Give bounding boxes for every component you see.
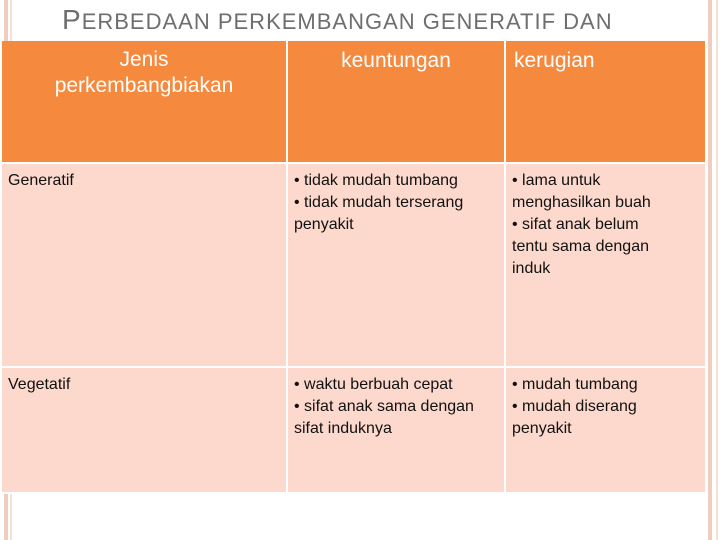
kerugian-cell (505, 163, 705, 367)
header-row (1, 41, 705, 163)
header-jenis-line: perkembangbiakan (54, 74, 234, 97)
cell-line: • tidak mudah tumbang (294, 172, 458, 189)
cell-line: penyakit (294, 216, 354, 233)
table-row-vegetatif (1, 367, 705, 493)
cell-line: induk (512, 260, 551, 277)
header-jenis-line: Jenis (119, 48, 169, 71)
slide-title (62, 4, 613, 36)
keuntungan-cell (287, 163, 505, 367)
cell-line: menghasilkan buah (512, 194, 651, 211)
cell-line: penyakit (512, 420, 572, 437)
cell-line: • sifat anak sama dengan (294, 398, 474, 415)
right-decor-bar-thin (716, 0, 718, 540)
right-decor-bar (708, 0, 712, 540)
cell-line: • sifat anak belum (512, 216, 639, 233)
header-jenis (1, 41, 287, 163)
header-kerugian-label: kerugian (514, 49, 595, 72)
table-row-generatif (1, 163, 705, 367)
row-label: Generatif (1, 163, 287, 367)
header-keuntungan-label: keuntungan (341, 49, 451, 72)
comparison-table (0, 41, 705, 494)
cell-line: • mudah diserang (512, 398, 637, 415)
title-first-letter: P (62, 4, 82, 35)
cell-line: • lama untuk (512, 172, 601, 189)
header-kerugian (505, 41, 705, 163)
keuntungan-cell (287, 367, 505, 493)
cell-line: • waktu berbuah cepat (294, 376, 453, 393)
cell-line: • tidak mudah terserang (294, 194, 464, 211)
cell-line: sifat induknya (294, 420, 392, 437)
cell-line: tentu sama dengan (512, 238, 649, 255)
title-rest: ERBEDAAN PERKEMBANGAN GENERATIF DAN (81, 9, 613, 34)
kerugian-cell (505, 367, 705, 493)
cell-line: • mudah tumbang (512, 376, 638, 393)
row-label: Vegetatif (1, 367, 287, 493)
header-keuntungan (287, 41, 505, 163)
